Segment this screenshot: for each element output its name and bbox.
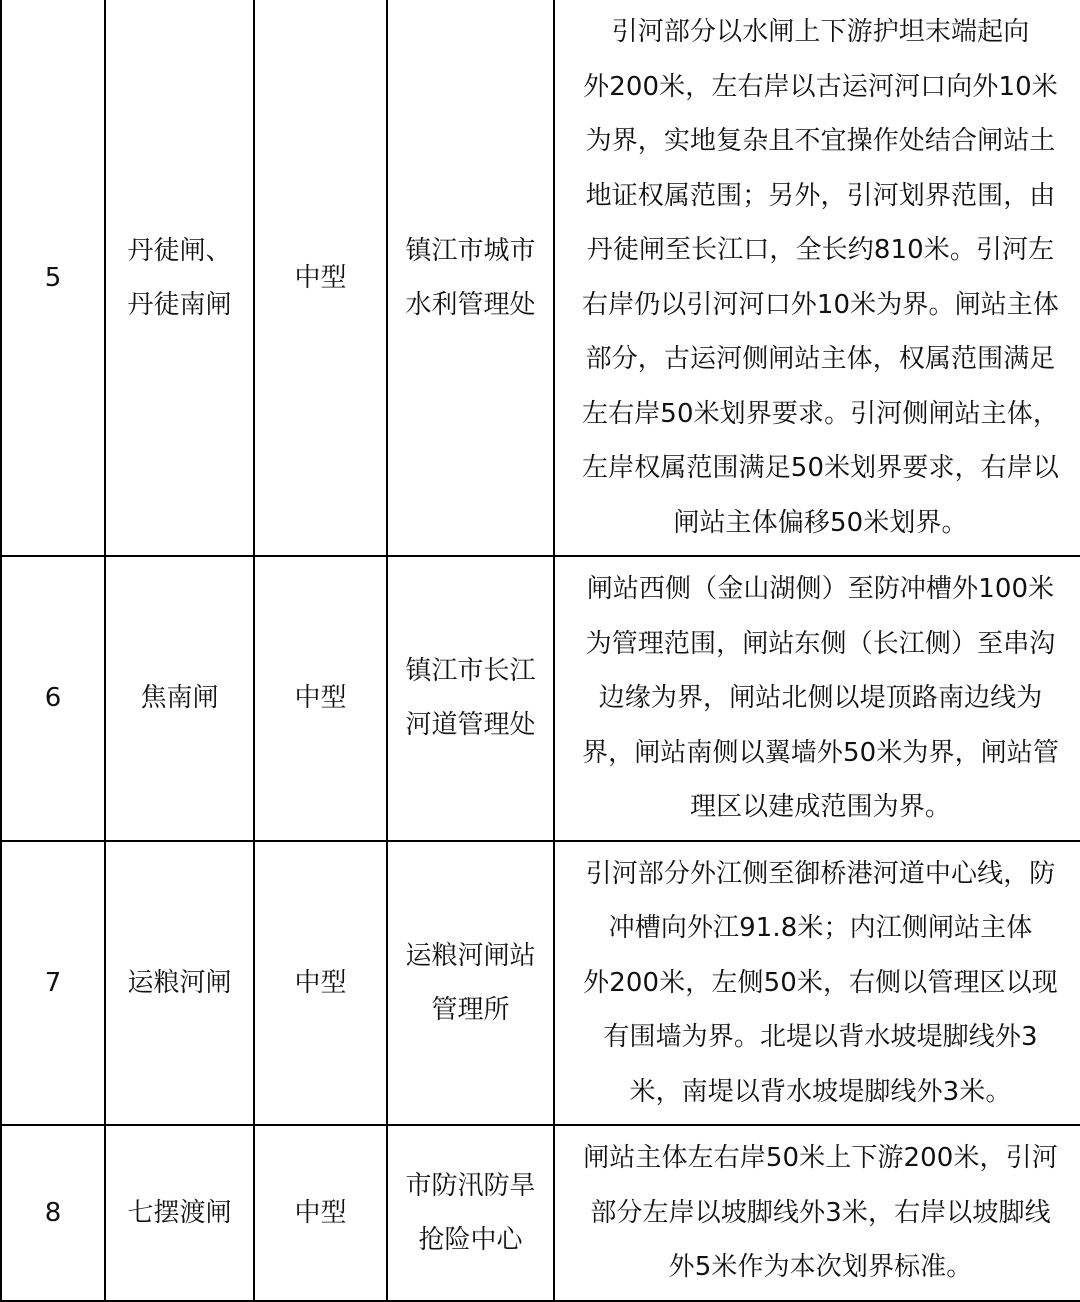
sluice-type: 中型 (254, 1125, 387, 1301)
sluice-name: 运粮河闸 (105, 841, 254, 1126)
row-number: 5 (1, 0, 105, 556)
boundary-scope: 引河部分外江侧至御桥港河道中心线，防 冲槽向外江91.8米；内江侧闸站主体 外200米，左侧50米，右侧以管理区以现 有围墙为界。北堤以背水坡堤脚线外3 米，南堤以背水坡堤脚线外3米。 (554, 841, 1080, 1126)
sluice-name: 焦南闸 (105, 556, 254, 841)
sluice-name: 七摆渡闸 (105, 1125, 254, 1301)
boundary-scope: 闸站西侧（金山湖侧）至防冲槽外100米 为管理范围，闸站东侧（长江侧）至串沟 边缘为界，闸站北侧以堤顶路南边线为 界，闸站南侧以翼墙外50米为界，闸站管 理区以建成范围为界。 (554, 556, 1080, 841)
row-number: 6 (1, 556, 105, 841)
sluice-type: 中型 (254, 0, 387, 556)
management-unit: 市防汛防旱 抢险中心 (387, 1125, 554, 1301)
table-row (1, 1125, 1080, 1301)
row-number: 8 (1, 1125, 105, 1301)
sluice-type: 中型 (254, 841, 387, 1126)
sluice-type: 中型 (254, 556, 387, 841)
table-row (1, 841, 1080, 1126)
management-unit: 镇江市城市 水利管理处 (387, 0, 554, 556)
management-unit: 镇江市长江 河道管理处 (387, 556, 554, 841)
sluice-name: 丹徒闸、 丹徒南闸 (105, 0, 254, 556)
management-unit: 运粮河闸站 管理所 (387, 841, 554, 1126)
row-number: 7 (1, 841, 105, 1126)
boundary-scope: 引河部分以水闸上下游护坦末端起向 外200米，左右岸以古运河河口向外10米 为界，实地复杂且不宜操作处结合闸站土 地证权属范围；另外，引河划界范围，由 丹徒闸至长江口，全长约810米。引河左 右岸仍以引河河口外10米为界。闸站主体 部分，古运河侧闸站主体，权属范围满足 左右岸50米划界要求。引河侧闸站主体， 左岸权属范围满足50米划界要求，右岸以 闸站主体偏移50米划界。 (554, 0, 1080, 556)
table-row (1, 0, 1080, 556)
table-row (1, 556, 1080, 841)
boundary-scope: 闸站主体左右岸50米上下游200米，引河 部分左岸以坡脚线外3米，右岸以坡脚线 外5米作为本次划界标准。 (554, 1125, 1080, 1301)
